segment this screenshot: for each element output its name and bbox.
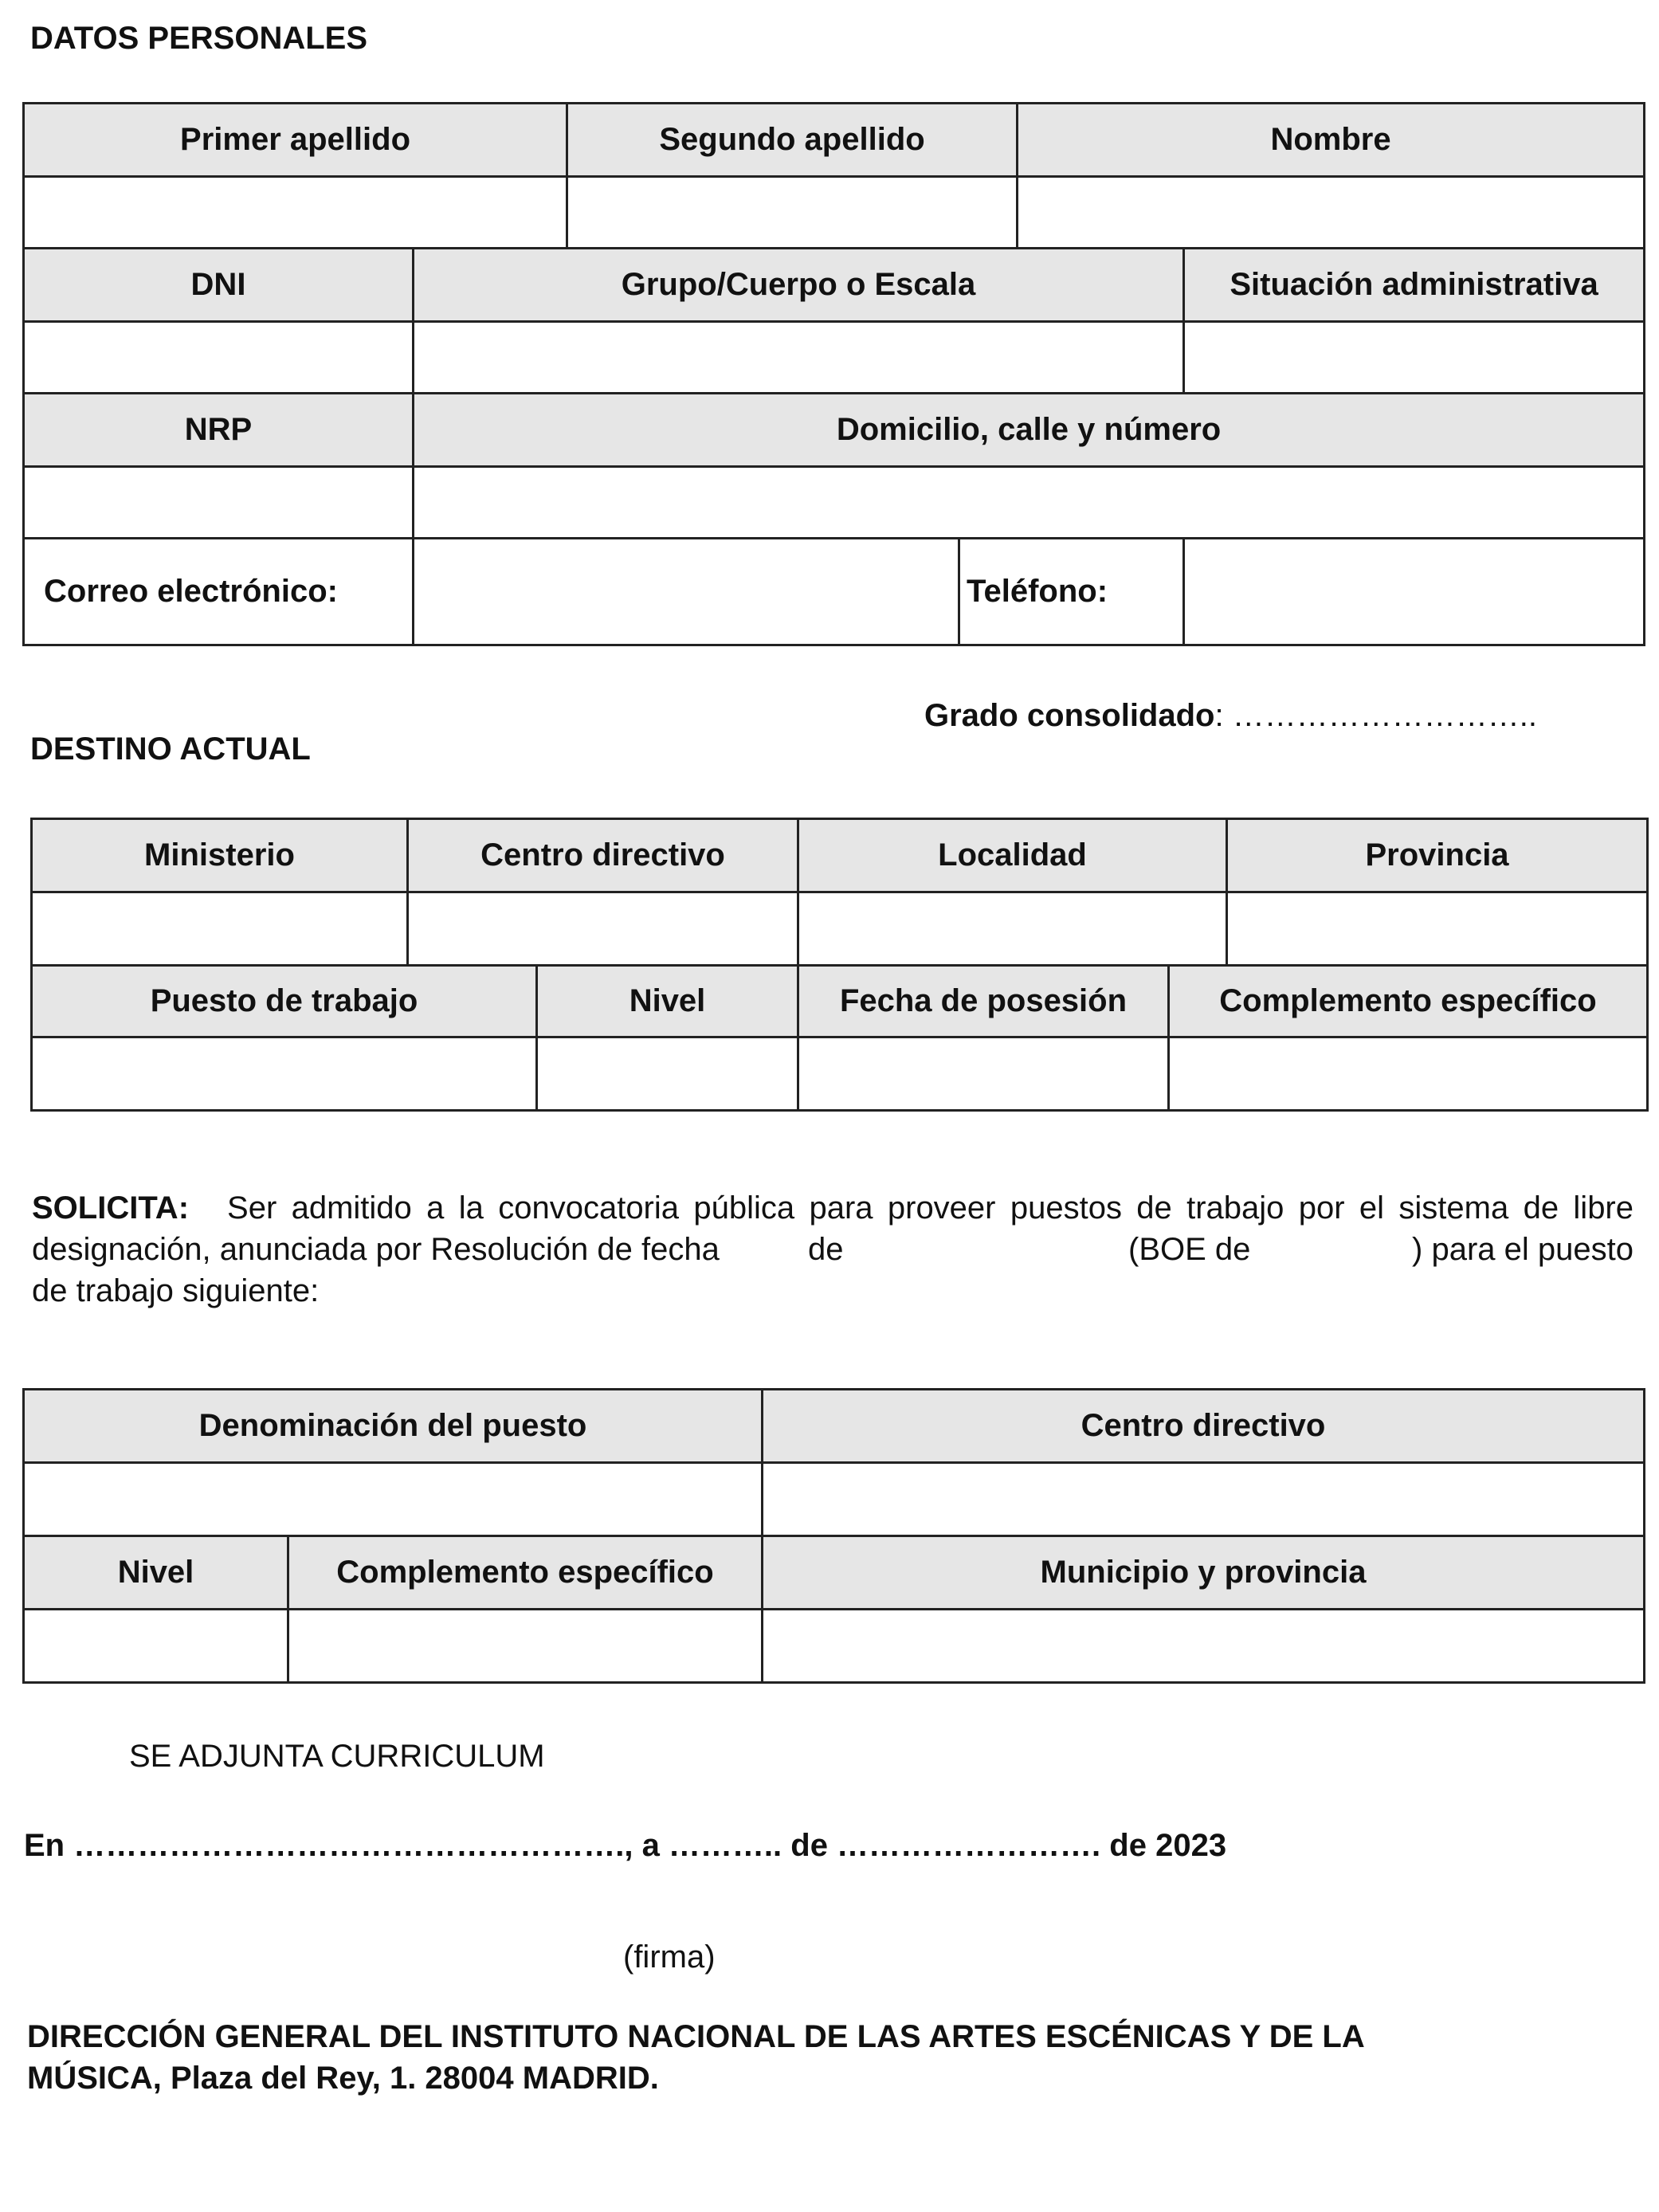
situacion-header: Situación administrativa [1184, 249, 1645, 322]
provincia-header: Provincia [1227, 819, 1648, 892]
nombre-field[interactable] [1018, 177, 1645, 249]
destino-actual-table [30, 818, 1649, 1112]
grado-consolidado-dots: : ……………………….. [1214, 698, 1537, 733]
domicilio-header: Domicilio, calle y número [414, 394, 1645, 467]
denominacion-puesto-header: Denominación del puesto [24, 1390, 763, 1463]
puesto-trabajo-field[interactable] [32, 1037, 537, 1111]
datos-personales-table [22, 102, 1645, 646]
domicilio-field[interactable] [414, 467, 1645, 539]
solicita-text-2c: (BOE de [1128, 1232, 1251, 1267]
grado-consolidado [924, 698, 1537, 734]
nivel-header: Nivel [537, 966, 798, 1037]
centro-directivo-solicitado-field[interactable] [763, 1463, 1645, 1536]
adjunta-curriculum: SE ADJUNTA CURRICULUM [129, 1739, 545, 1774]
centro-directivo-solicitado-header: Centro directivo [763, 1390, 1645, 1463]
complemento-solicitado-header: Complemento específico [288, 1536, 763, 1610]
localidad-field[interactable] [798, 892, 1227, 966]
nrp-header: NRP [24, 394, 414, 467]
fecha-posesion-field[interactable] [798, 1037, 1169, 1111]
primer-apellido-field[interactable] [24, 177, 567, 249]
primer-apellido-header: Primer apellido [24, 104, 567, 177]
section-title-destino-actual: DESTINO ACTUAL [30, 731, 311, 767]
municipio-provincia-header: Municipio y provincia [763, 1536, 1645, 1610]
segundo-apellido-header: Segundo apellido [567, 104, 1018, 177]
puesto-solicitado-table [22, 1388, 1645, 1684]
fecha-line: En ……………………………………………., a ……….. de ……………………. de 2023 [24, 1828, 1227, 1863]
nivel-field[interactable] [537, 1037, 798, 1111]
direccion-line-2: MÚSICA, Plaza del Rey, 1. 28004 MADRID. [27, 2061, 659, 2096]
complemento-especifico-field[interactable] [1169, 1037, 1648, 1111]
direccion-block [27, 2016, 1365, 2099]
grado-consolidado-label: Grado consolidado [924, 698, 1215, 733]
ministerio-field[interactable] [32, 892, 408, 966]
nivel-solicitado-field[interactable] [24, 1610, 288, 1683]
solicita-label: SOLICITA: [32, 1190, 190, 1226]
solicita-paragraph [32, 1187, 1634, 1312]
grupo-header: Grupo/Cuerpo o Escala [414, 249, 1184, 322]
solicita-text-2a: designación, anunciada por Resolución de fecha [32, 1232, 720, 1267]
dni-field[interactable] [24, 322, 414, 394]
segundo-apellido-field[interactable] [567, 177, 1018, 249]
nrp-field[interactable] [24, 467, 414, 539]
puesto-trabajo-header: Puesto de trabajo [32, 966, 537, 1037]
complemento-solicitado-field[interactable] [288, 1610, 763, 1683]
municipio-provincia-field[interactable] [763, 1610, 1645, 1683]
denominacion-puesto-field[interactable] [24, 1463, 763, 1536]
fecha-posesion-header: Fecha de posesión [798, 966, 1169, 1037]
solicita-text-1: Ser admitido a la convocatoria pública para proveer puestos de trabajo por el sistema de libre [227, 1190, 1634, 1226]
correo-label: Correo electrónico: [24, 539, 414, 645]
firma-label: (firma) [623, 1939, 716, 1975]
centro-directivo-header: Centro directivo [408, 819, 798, 892]
nombre-header: Nombre [1018, 104, 1645, 177]
centro-directivo-field[interactable] [408, 892, 798, 966]
localidad-header: Localidad [798, 819, 1227, 892]
solicita-line-2 [32, 1229, 1634, 1270]
solicita-text-2b: de [808, 1232, 844, 1267]
direccion-line-1: DIRECCIÓN GENERAL DEL INSTITUTO NACIONAL DE LAS ARTES ESCÉNICAS Y DE LA [27, 2019, 1365, 2054]
provincia-field[interactable] [1227, 892, 1648, 966]
nivel-solicitado-header: Nivel [24, 1536, 288, 1610]
telefono-label: Teléfono: [959, 539, 1184, 645]
grupo-field[interactable] [414, 322, 1184, 394]
solicita-line-1 [32, 1187, 1634, 1229]
telefono-field[interactable] [1184, 539, 1645, 645]
dni-header: DNI [24, 249, 414, 322]
ministerio-header: Ministerio [32, 819, 408, 892]
solicita-line-3: de trabajo siguiente: [32, 1273, 320, 1308]
complemento-especifico-header: Complemento específico [1169, 966, 1648, 1037]
section-title-datos-personales: DATOS PERSONALES [30, 21, 368, 56]
correo-field[interactable] [414, 539, 959, 645]
situacion-field[interactable] [1184, 322, 1645, 394]
solicita-text-2d: ) para el puesto [1412, 1232, 1634, 1267]
